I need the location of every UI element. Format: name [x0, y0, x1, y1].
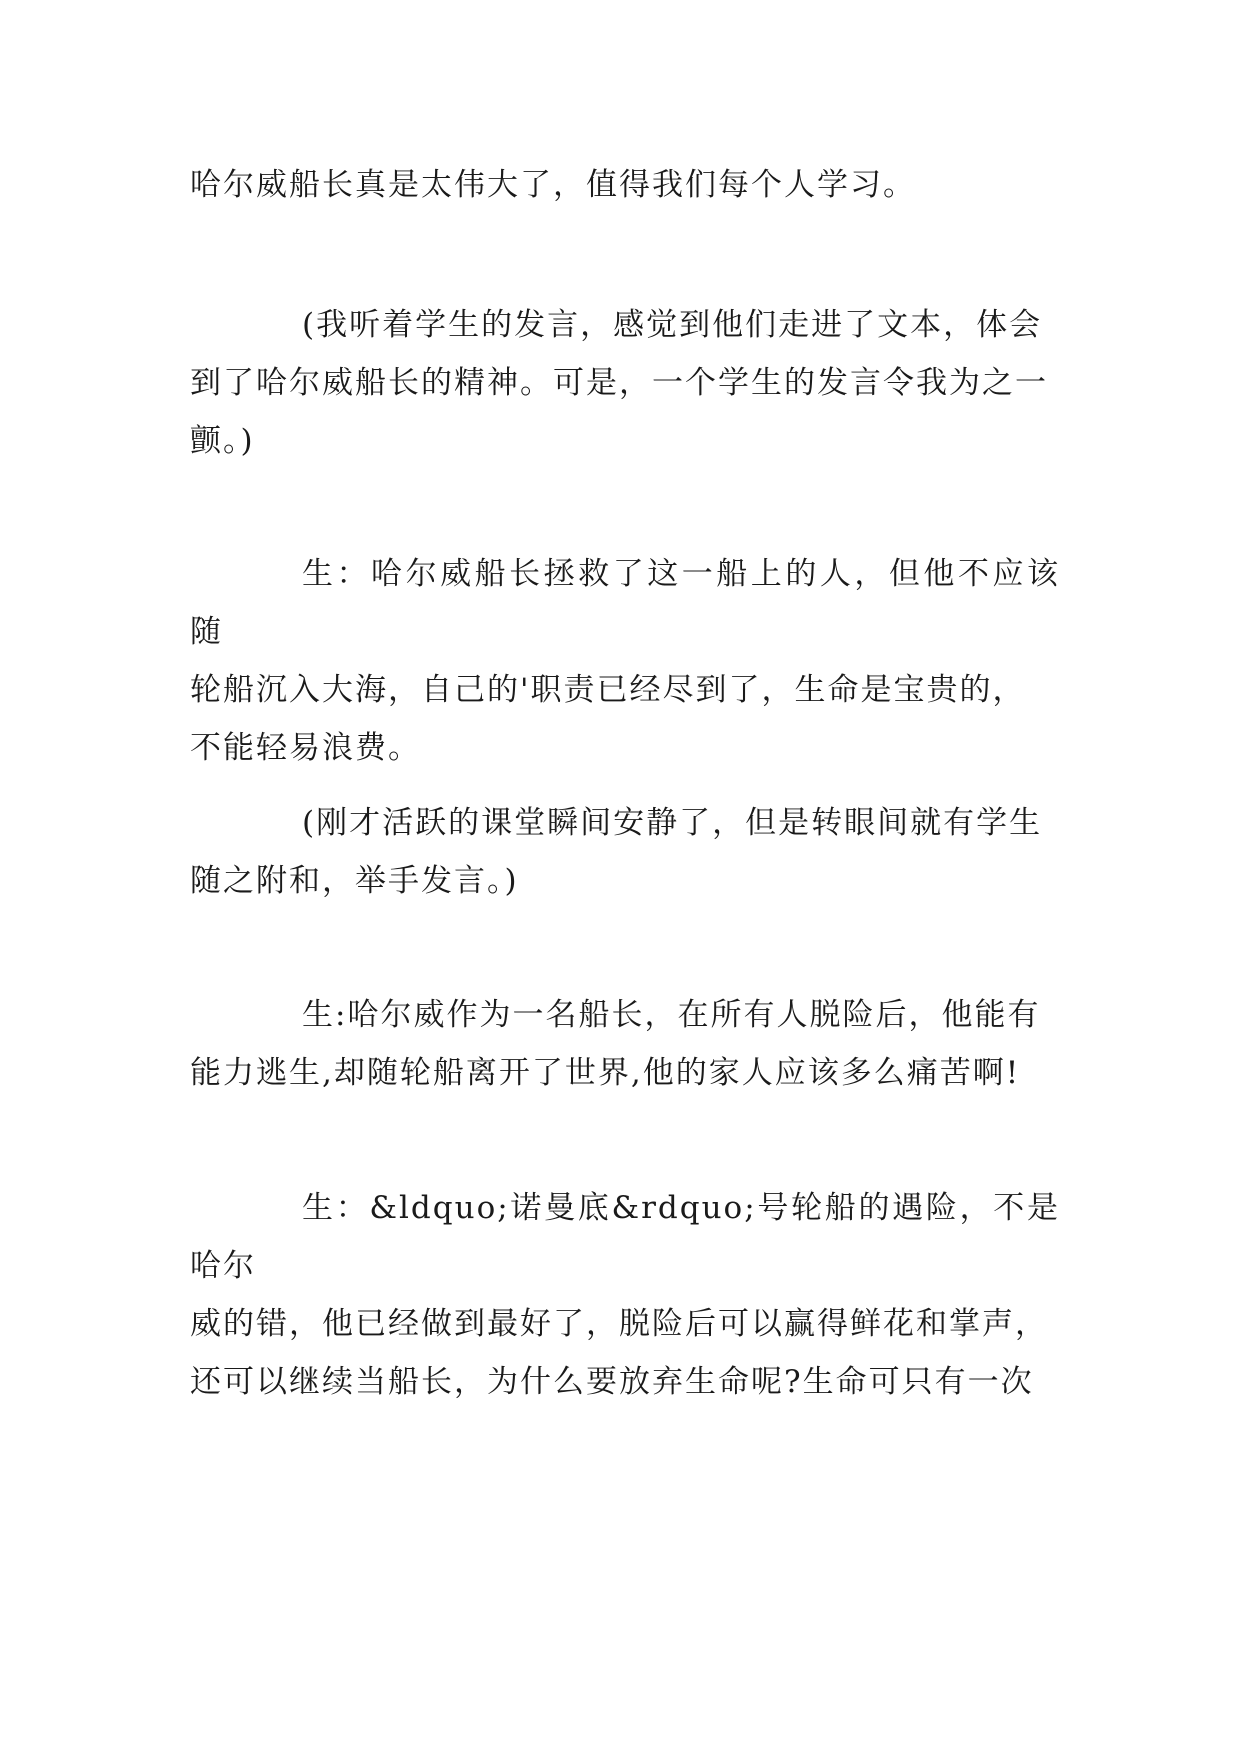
text-line: 到了哈尔威船长的精神。可是，一个学生的发言令我为之一: [190, 365, 1048, 401]
text-line: 随之附和，举手发言。): [190, 863, 519, 899]
text-line: 能力逃生,却随轮船离开了世界,他的家人应该多么痛苦啊!: [190, 1055, 1021, 1091]
paragraph-3: [190, 545, 1060, 777]
text-line: 颤。): [190, 423, 255, 459]
text-line: (我听着学生的发言，感觉到他们走进了文本，体会: [302, 307, 1043, 343]
text-line: 还可以继续当船长，为什么要放弃生命呢?生命可只有一次: [190, 1364, 1034, 1400]
text-line: 轮船沉入大海，自己的'职责已经尽到了，生命是宝贵的，: [190, 672, 1026, 708]
text-line: 不能轻易浪费。: [190, 730, 421, 766]
paragraph-4: [190, 794, 1060, 910]
text-line: (刚才活跃的课堂瞬间安静了，但是转眼间就有学生: [302, 805, 1043, 841]
paragraph-1: [190, 156, 1060, 214]
text-line: 威的错，他已经做到最好了，脱险后可以赢得鲜花和掌声，: [190, 1306, 1048, 1342]
text-line: 生：&ldquo;诺曼底&rdquo;号轮船的遇险，不是哈尔: [190, 1190, 1060, 1284]
paragraph-5: [190, 986, 1060, 1102]
text-line: 生:哈尔威作为一名船长，在所有人脱险后，他能有: [302, 997, 1041, 1033]
paragraph-6: [190, 1179, 1060, 1411]
text-line: 哈尔威船长真是太伟大了，值得我们每个人学习。: [190, 167, 916, 203]
paragraph-2: [190, 296, 1060, 470]
text-line: 生：哈尔威船长拯救了这一船上的人，但他不应该随: [190, 556, 1060, 650]
